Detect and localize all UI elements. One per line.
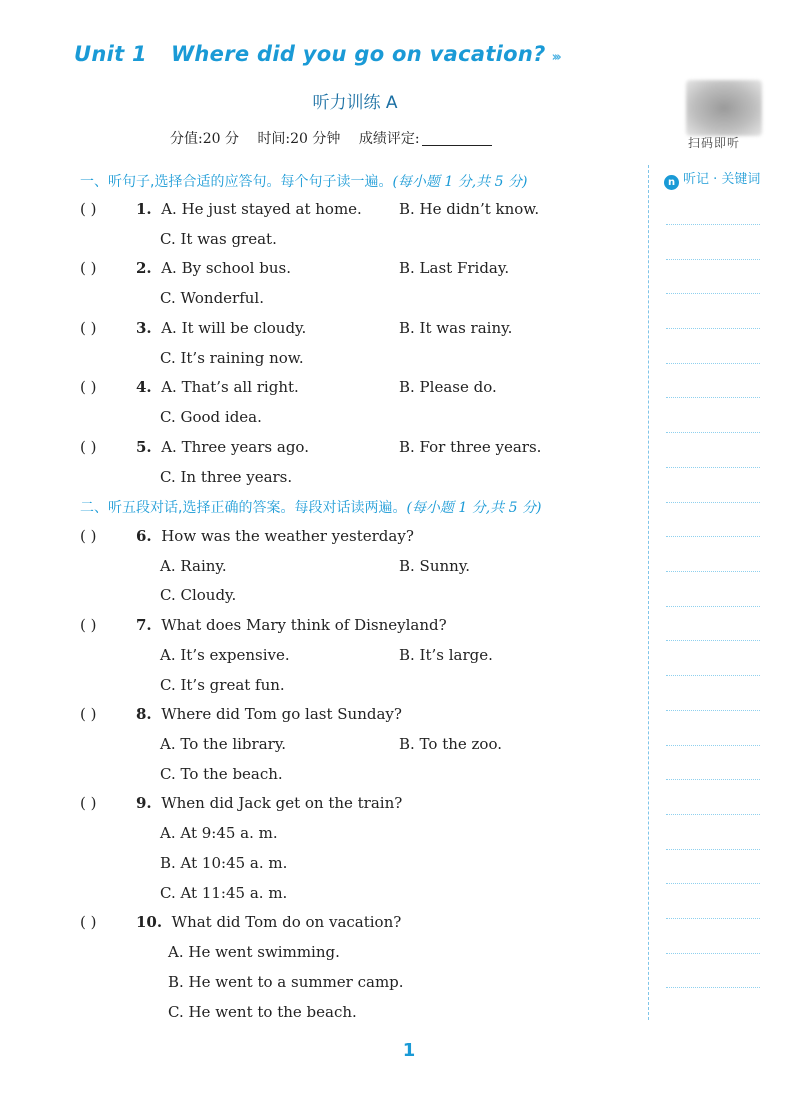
option-a: A. Rainy. — [160, 557, 227, 575]
qr-code-image[interactable] — [686, 80, 762, 136]
note-line — [666, 502, 760, 503]
question-3 — [136, 319, 306, 337]
option-b: B. To the zoo. — [399, 735, 503, 753]
option-a: A. Three years ago. — [161, 438, 309, 456]
answer-blank-5[interactable]: ( ) — [80, 438, 97, 456]
option-c: C. Good idea. — [160, 408, 262, 426]
question-text: How was the weather yesterday? — [161, 527, 414, 545]
option-b: B. He went to a summer camp. — [168, 973, 404, 991]
note-line — [666, 224, 760, 225]
option-c: C. It was great. — [160, 230, 277, 248]
chevron-right-icon: ››› — [551, 50, 559, 65]
unit-title — [74, 42, 559, 66]
note-line — [666, 710, 760, 711]
option-c: C. Wonderful. — [160, 289, 264, 307]
option-a: A. By school bus. — [161, 259, 291, 277]
listen-icon: n — [664, 175, 679, 190]
question-number: 3. — [136, 319, 152, 337]
note-line — [666, 675, 760, 676]
note-line — [666, 397, 760, 398]
option-b: B. Last Friday. — [399, 259, 510, 277]
option-c: C. He went to the beach. — [168, 1003, 357, 1021]
option-a: A. At 9:45 a. m. — [160, 824, 278, 842]
option-a: A. It will be cloudy. — [161, 319, 307, 337]
option-b: B. It’s large. — [399, 646, 493, 664]
answer-blank-3[interactable]: ( ) — [80, 319, 97, 337]
note-line — [666, 606, 760, 607]
unit-heading: Where did you go on vacation? — [170, 42, 546, 66]
answer-blank-2[interactable]: ( ) — [80, 259, 97, 277]
question-2 — [136, 259, 291, 277]
question-number: 4. — [136, 378, 152, 396]
option-b: B. He didn’t know. — [399, 200, 540, 218]
question-text: What did Tom do on vacation? — [171, 913, 402, 931]
time-info: 时间:20 分钟 — [257, 131, 341, 147]
note-line — [666, 363, 760, 364]
page-number: 1 — [402, 1040, 416, 1061]
note-line — [666, 536, 760, 537]
margin-divider — [648, 165, 649, 1020]
answer-blank-1[interactable]: ( ) — [80, 200, 97, 218]
question-8 — [136, 705, 402, 723]
option-a: A. To the library. — [160, 735, 287, 753]
exam-meta — [170, 128, 506, 148]
question-5 — [136, 438, 309, 456]
answer-blank-9[interactable]: ( ) — [80, 794, 97, 812]
question-text: What does Mary think of Disneyland? — [161, 616, 447, 634]
option-c: C. To the beach. — [160, 765, 283, 783]
option-b: B. At 10:45 a. m. — [160, 854, 288, 872]
option-c: C. At 11:45 a. m. — [160, 884, 288, 902]
note-line — [666, 918, 760, 919]
question-4 — [136, 378, 299, 396]
section-one-heading — [80, 171, 527, 191]
note-line — [666, 953, 760, 954]
note-line — [666, 328, 760, 329]
grade-blank[interactable] — [422, 131, 492, 146]
question-number: 2. — [136, 259, 152, 277]
option-c: C. It’s great fun. — [160, 676, 285, 694]
answer-blank-7[interactable]: ( ) — [80, 616, 97, 634]
notes-heading — [664, 168, 760, 190]
question-text: When did Jack get on the train? — [161, 794, 403, 812]
note-line — [666, 640, 760, 641]
answer-blank-8[interactable]: ( ) — [80, 705, 97, 723]
section-two-note: (每小题 1 分,共 5 分) — [406, 500, 542, 516]
section-two-heading — [80, 497, 541, 517]
option-b: B. It was rainy. — [399, 319, 513, 337]
unit-label: Unit 1 — [74, 42, 147, 66]
option-c: C. Cloudy. — [160, 586, 237, 604]
question-number: 7. — [136, 616, 152, 634]
page-subtitle: 听力训练 A — [312, 93, 398, 113]
option-c: C. It’s raining now. — [160, 349, 304, 367]
option-c: C. In three years. — [160, 468, 293, 486]
question-number: 10. — [136, 913, 163, 931]
note-line — [666, 883, 760, 884]
question-7 — [136, 616, 447, 634]
note-line — [666, 259, 760, 260]
option-a: A. It’s expensive. — [160, 646, 290, 664]
grade-label: 成绩评定: — [358, 131, 420, 147]
question-text: Where did Tom go last Sunday? — [161, 705, 402, 723]
question-number: 1. — [136, 200, 152, 218]
note-line — [666, 987, 760, 988]
question-number: 8. — [136, 705, 152, 723]
section-one-text: 一、听句子,选择合适的应答句。每个句子读一遍。 — [80, 174, 393, 190]
answer-blank-4[interactable]: ( ) — [80, 378, 97, 396]
option-b: B. Please do. — [399, 378, 497, 396]
question-6 — [136, 527, 414, 545]
note-line — [666, 293, 760, 294]
question-number: 6. — [136, 527, 152, 545]
answer-blank-6[interactable]: ( ) — [80, 527, 97, 545]
qr-label: 扫码即听 — [688, 136, 741, 150]
question-number: 5. — [136, 438, 152, 456]
answer-blank-10[interactable]: ( ) — [80, 913, 97, 931]
section-two-text: 二、听五段对话,选择正确的答案。每段对话读两遍。 — [80, 500, 407, 516]
note-line — [666, 814, 760, 815]
score-info: 分值:20 分 — [170, 131, 239, 147]
question-9 — [136, 794, 402, 812]
note-line — [666, 467, 760, 468]
question-1 — [136, 200, 362, 218]
option-a: A. That’s all right. — [161, 378, 299, 396]
note-line — [666, 745, 760, 746]
note-line — [666, 571, 760, 572]
question-number: 9. — [136, 794, 152, 812]
section-one-note: (每小题 1 分,共 5 分) — [392, 174, 528, 190]
note-line — [666, 849, 760, 850]
option-a: A. He just stayed at home. — [161, 200, 362, 218]
note-line — [666, 779, 760, 780]
option-b: B. For three years. — [399, 438, 542, 456]
option-b: B. Sunny. — [399, 557, 471, 575]
notes-title: 听记 · 关键词 — [683, 172, 761, 187]
note-line — [666, 432, 760, 433]
option-a: A. He went swimming. — [168, 943, 340, 961]
question-10 — [136, 913, 401, 931]
